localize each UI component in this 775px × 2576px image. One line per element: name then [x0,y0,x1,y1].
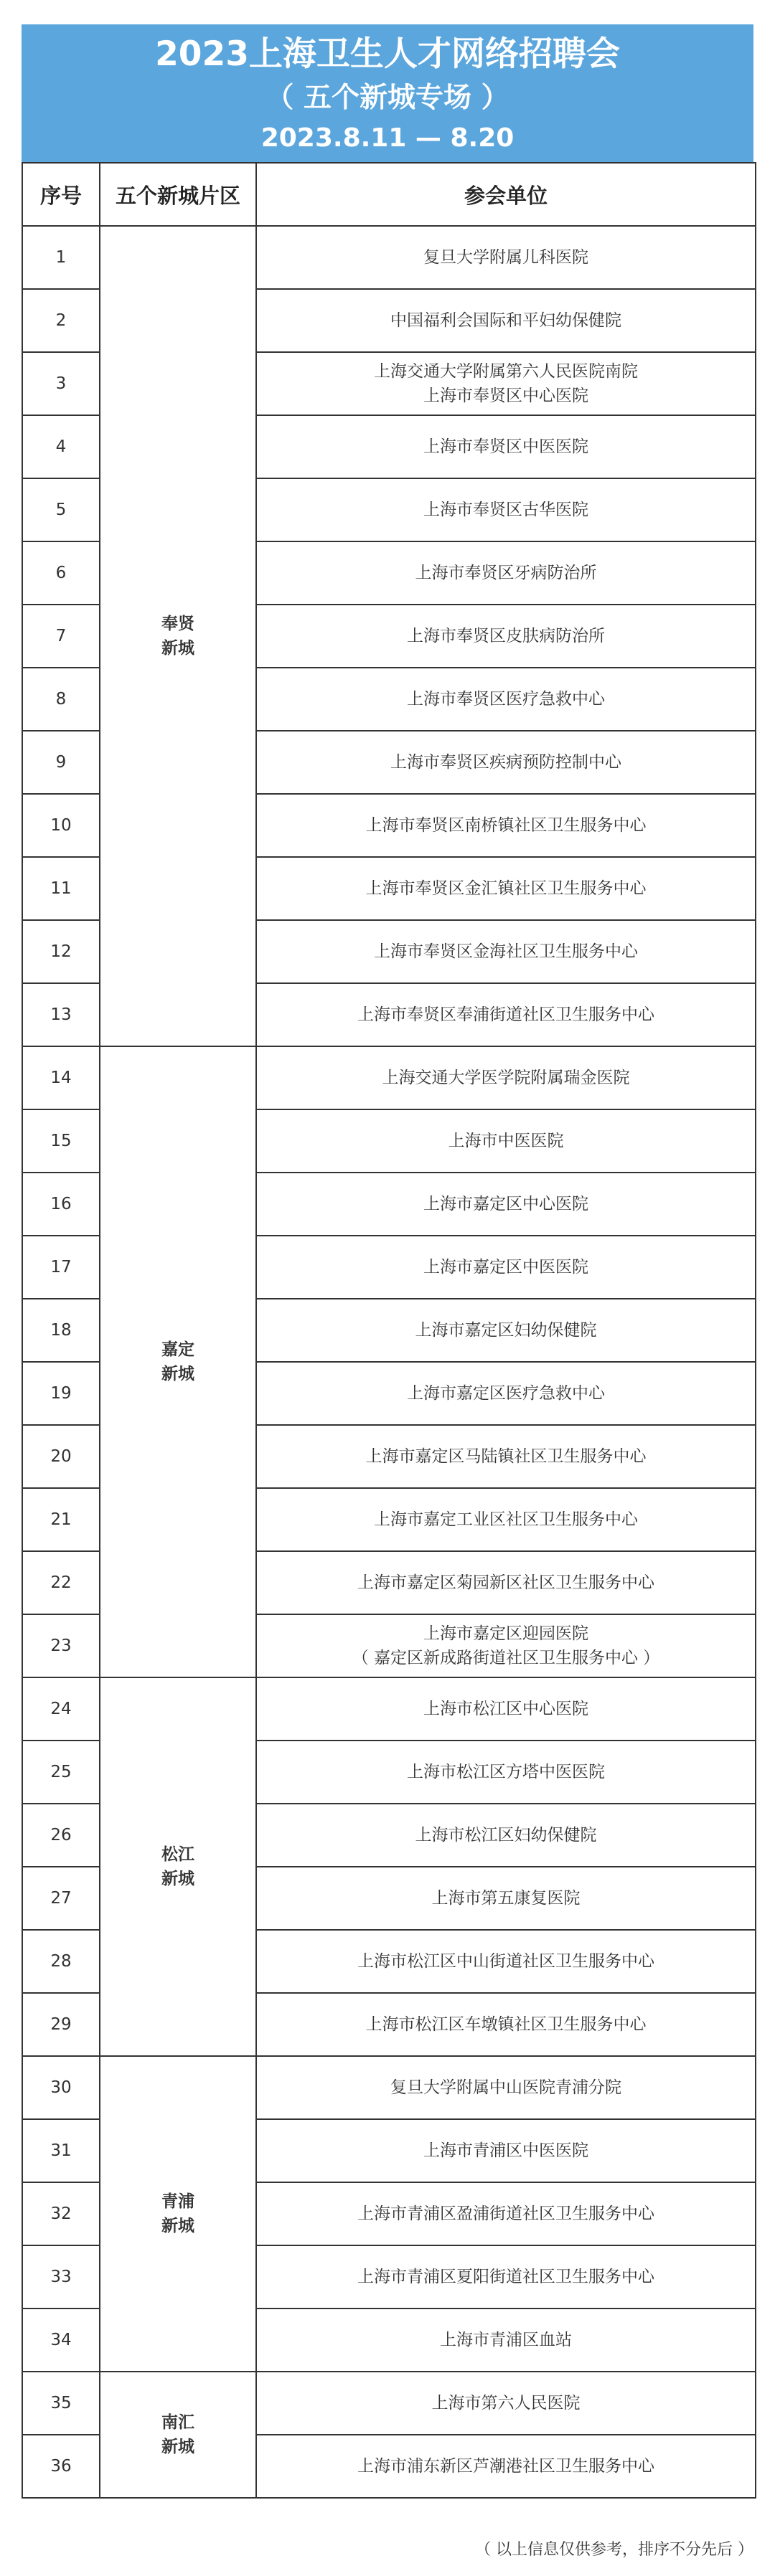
row-number: 20 [22,1425,100,1488]
row-number: 4 [22,415,100,478]
region-label-line: 南汇 [161,2413,194,2432]
unit-cell [256,1741,756,1804]
table-body [22,226,756,2498]
row-number: 34 [22,2309,100,2372]
row-number: 10 [22,794,100,857]
unit-cell [256,541,756,605]
unit-name: 上海市松江区妇幼保健院 [415,1826,597,1845]
unit-cell [256,2372,756,2435]
table-row [22,1677,756,1741]
unit-cell [256,226,756,289]
unit-cell [256,2182,756,2245]
unit-cell [256,983,756,1046]
unit-name: 上海交通大学医学院附属瑞金医院 [382,1069,630,1087]
region-label-line: 新城 [161,1870,194,1888]
unit-cell [256,2309,756,2372]
region-cell [100,1677,256,2056]
unit-cell [256,605,756,668]
unit-cell [256,1362,756,1425]
row-number: 13 [22,983,100,1046]
table-row [22,226,756,289]
table-row [22,2056,756,2119]
table-row [22,1046,756,1109]
unit-name: 上海市嘉定区中医医院 [423,1258,588,1277]
unit-name: 上海市松江区中山街道社区卫生服务中心 [357,1952,654,1971]
unit-cell [256,668,756,731]
unit-name: 上海市嘉定区菊园新区社区卫生服务中心 [357,1573,654,1592]
row-number: 22 [22,1551,100,1614]
row-number: 14 [22,1046,100,1109]
unit-cell [256,1425,756,1488]
unit-name: 上海市奉贤区中医医院 [423,437,588,456]
region-label-line: 青浦 [161,2192,194,2211]
unit-name: 上海市松江区中心医院 [423,1700,588,1718]
row-number: 1 [22,226,100,289]
row-number: 3 [22,352,100,415]
unit-cell [256,731,756,794]
unit-name: （ 嘉定区新成路街道社区卫生服务中心 ） [352,1649,660,1667]
unit-name: 复旦大学附属中山医院青浦分院 [390,2078,621,2097]
unit-name: 上海市松江区方塔中医医院 [407,1763,605,1781]
unit-name: 上海市青浦区中医医院 [423,2141,588,2160]
unit-name: 中国福利会国际和平妇幼保健院 [390,311,621,330]
unit-cell [256,2435,756,2498]
unit-name: 上海市奉贤区中心医院 [423,387,588,405]
unit-cell [256,352,756,415]
row-number: 5 [22,478,100,541]
unit-cell [256,1299,756,1362]
row-number: 28 [22,1930,100,1993]
row-number: 11 [22,857,100,920]
unit-cell [256,2056,756,2119]
row-number: 30 [22,2056,100,2119]
unit-cell [256,1993,756,2056]
unit-name: 上海市奉贤区牙病防治所 [415,564,597,582]
unit-cell [256,857,756,920]
row-number: 24 [22,1677,100,1741]
row-number: 31 [22,2119,100,2182]
row-number: 15 [22,1109,100,1173]
unit-name: 上海市奉贤区奉浦街道社区卫生服务中心 [357,1005,654,1024]
unit-cell [256,1551,756,1614]
unit-cell [256,415,756,478]
unit-name: 上海市第六人民医院 [431,2394,581,2412]
region-cell [100,2372,256,2498]
row-number: 32 [22,2182,100,2245]
region-label-line: 新城 [161,2438,194,2456]
unit-cell [256,1236,756,1299]
row-number: 19 [22,1362,100,1425]
unit-name: 上海交通大学附属第六人民医院南院 [374,362,638,381]
unit-name: 上海市中医医院 [448,1132,564,1150]
unit-name: 上海市嘉定区迎园医院 [423,1624,588,1643]
row-number: 6 [22,541,100,605]
page-subtitle: （ 五个新城专场 ） [266,82,509,114]
unit-cell [256,289,756,352]
page-title: 2023上海卫生人才网络招聘会 [155,34,620,74]
unit-cell [256,920,756,983]
unit-cell [256,1109,756,1173]
region-label-line: 新城 [161,2217,194,2235]
event-dates: 2023.8.11 — 8.20 [260,123,515,153]
row-number: 23 [22,1614,100,1677]
unit-name: 上海市嘉定区中心医院 [423,1195,588,1213]
unit-name: 上海市嘉定工业区社区卫生服务中心 [374,1510,638,1529]
region-label-line: 新城 [161,639,194,658]
unit-cell [256,1488,756,1551]
unit-name: 上海市嘉定区医疗急救中心 [407,1384,605,1403]
unit-name: 上海市奉贤区金海社区卫生服务中心 [374,942,638,961]
region-label-line: 新城 [161,1365,194,1383]
unit-cell [256,1804,756,1867]
unit-cell [256,794,756,857]
row-number: 25 [22,1741,100,1804]
row-number: 2 [22,289,100,352]
unit-name: 上海市奉贤区皮肤病防治所 [407,627,605,645]
unit-cell [256,2119,756,2182]
row-number: 7 [22,605,100,668]
table-row [22,2372,756,2435]
unit-cell [256,2245,756,2309]
column-header-region: 五个新城片区 [100,163,256,226]
participants-table [22,162,756,2499]
unit-name: 上海市第五康复医院 [431,1889,581,1908]
column-header-number: 序号 [22,163,100,226]
unit-name: 上海市松江区车墩镇社区卫生服务中心 [365,2015,647,2034]
unit-cell [256,1046,756,1109]
unit-cell [256,1173,756,1236]
unit-name: 上海市浦东新区芦潮港社区卫生服务中心 [357,2457,654,2476]
row-number: 27 [22,1867,100,1930]
row-number: 21 [22,1488,100,1551]
region-cell [100,1046,256,1677]
unit-cell [256,478,756,541]
region-label-line: 奉贤 [161,615,194,633]
unit-name: 上海市嘉定区妇幼保健院 [415,1321,597,1340]
table-header-row [22,163,756,226]
unit-name: 复旦大学附属儿科医院 [423,248,588,267]
row-number: 12 [22,920,100,983]
row-number: 18 [22,1299,100,1362]
row-number: 8 [22,668,100,731]
unit-name: 上海市嘉定区马陆镇社区卫生服务中心 [365,1447,647,1466]
page-header [22,24,753,162]
unit-name: 上海市奉贤区疾病预防控制中心 [390,753,621,772]
unit-cell [256,1930,756,1993]
row-number: 26 [22,1804,100,1867]
unit-name: 上海市奉贤区古华医院 [423,501,588,519]
unit-name: 上海市青浦区血站 [440,2331,572,2349]
column-header-unit: 参会单位 [256,163,756,226]
region-label-line: 松江 [161,1845,194,1864]
unit-cell [256,1614,756,1677]
row-number: 9 [22,731,100,794]
unit-name: 上海市奉贤区医疗急救中心 [407,690,605,709]
region-label-line: 嘉定 [161,1340,194,1359]
unit-name: 上海市青浦区夏阳街道社区卫生服务中心 [357,2268,654,2286]
row-number: 33 [22,2245,100,2309]
unit-name: 上海市青浦区盈浦街道社区卫生服务中心 [357,2205,654,2223]
row-number: 36 [22,2435,100,2498]
unit-name: 上海市奉贤区南桥镇社区卫生服务中心 [365,816,647,835]
region-cell [100,226,256,1046]
unit-cell [256,1677,756,1741]
row-number: 16 [22,1173,100,1236]
row-number: 17 [22,1236,100,1299]
row-number: 29 [22,1993,100,2056]
region-cell [100,2056,256,2372]
footnote: （ 以上信息仅供参考，排序不分先后 ） [475,2541,753,2559]
unit-name: 上海市奉贤区金汇镇社区卫生服务中心 [365,879,647,898]
unit-cell [256,1867,756,1930]
row-number: 35 [22,2372,100,2435]
